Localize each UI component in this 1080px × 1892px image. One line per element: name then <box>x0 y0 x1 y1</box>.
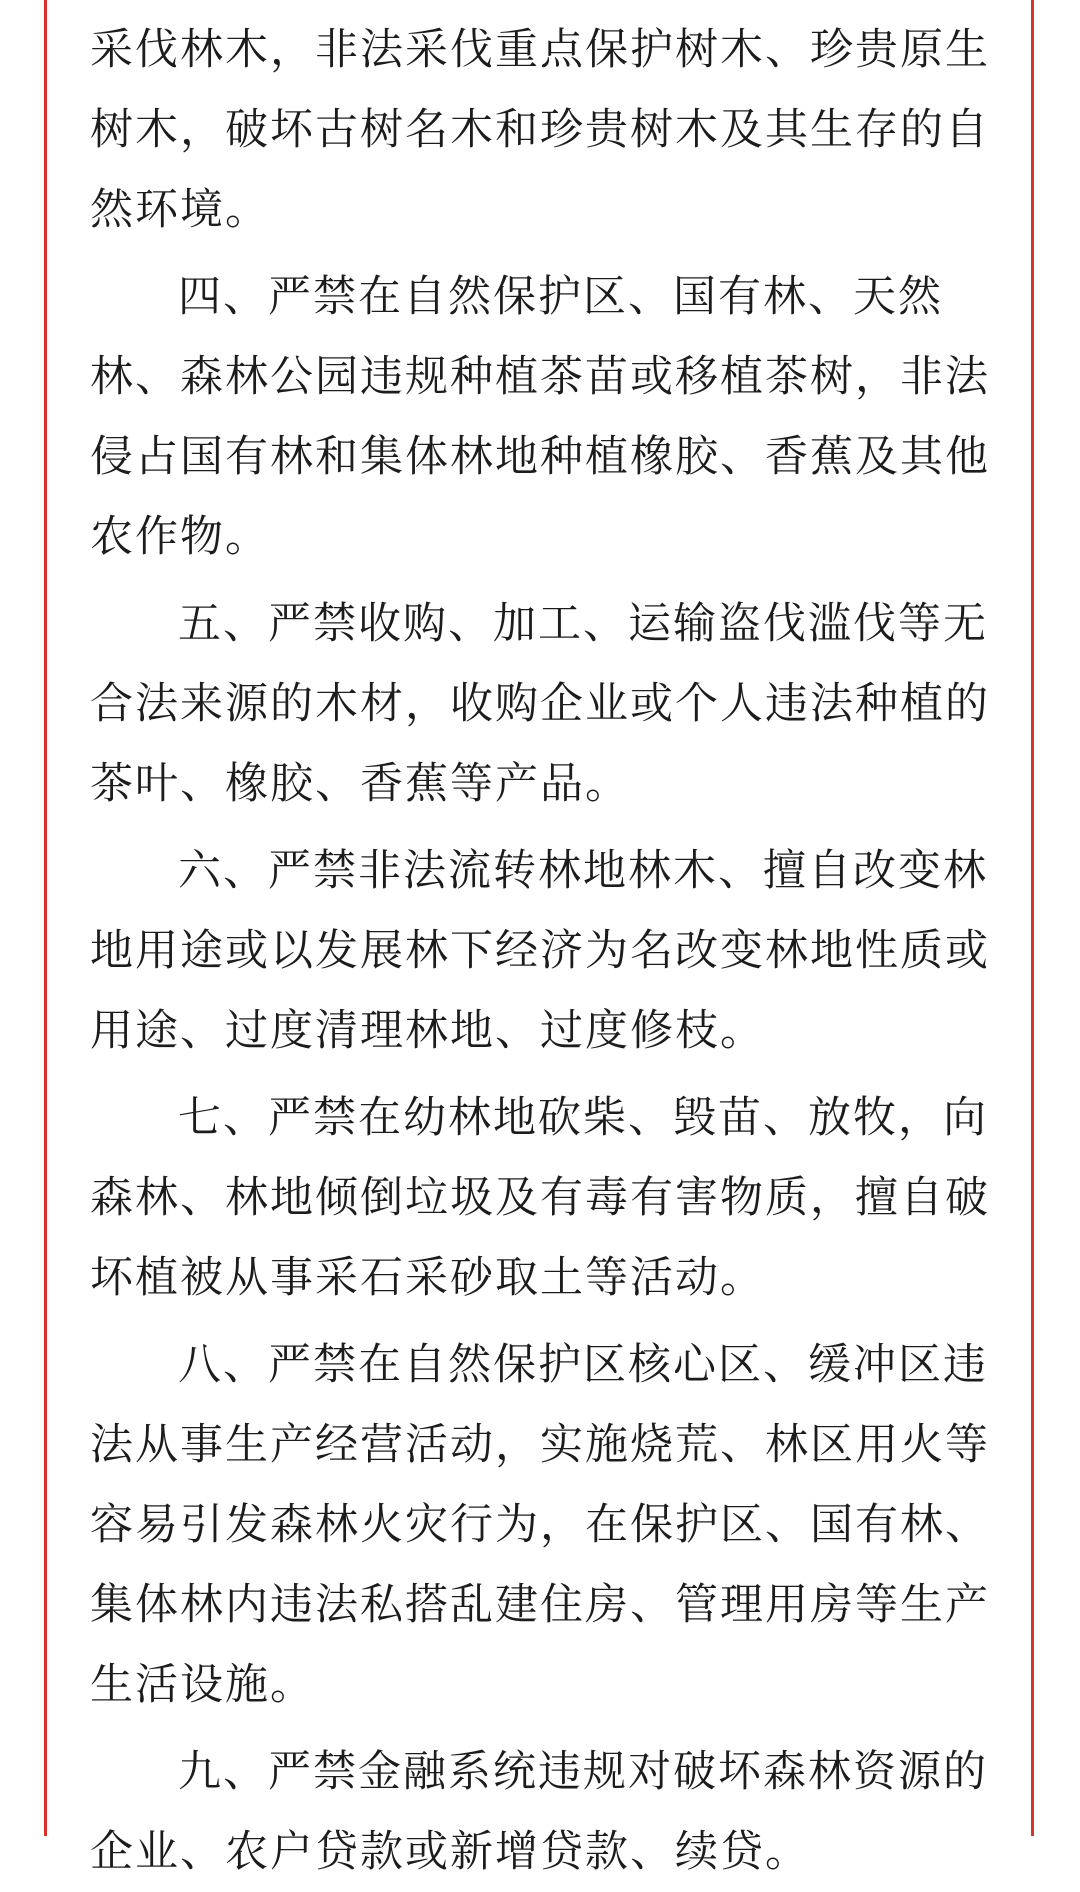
text-line: 森林、林地倾倒垃圾及有毒有害物质，擅自破 <box>90 1173 990 1223</box>
text-line: 树木，破坏古树名木和珍贵树木及其生存的自 <box>90 105 990 155</box>
text-line: 用途、过度清理林地、过度修枝。 <box>90 1006 765 1056</box>
paragraph-6 <box>90 831 990 1071</box>
text-line: 八、严禁在自然保护区核心区、缓冲区违 <box>178 1340 988 1390</box>
text-line: 七、严禁在幼林地砍柴、毁苗、放牧，向 <box>178 1093 988 1143</box>
paragraph-7 <box>90 1078 990 1318</box>
left-red-border <box>44 0 47 1836</box>
text-line: 企业、农户贷款或新增贷款、续贷。 <box>90 1827 810 1877</box>
text-line: 集体林内违法私搭乱建住房、管理用房等生产 <box>90 1580 990 1630</box>
text-line: 六、严禁非法流转林地林木、擅自改变林 <box>178 846 988 896</box>
paragraph-4 <box>90 257 990 577</box>
paragraph-5 <box>90 584 990 824</box>
paragraph-9 <box>90 1732 988 1892</box>
right-red-border <box>1031 0 1034 1836</box>
text-line: 茶叶、橡胶、香蕉等产品。 <box>90 759 630 809</box>
text-line: 四、严禁在自然保护区、国有林、天然 <box>178 272 943 322</box>
paragraph-3-continued <box>90 10 990 250</box>
text-line: 林、森林公园违规种植茶苗或移植茶树，非法 <box>90 352 990 402</box>
text-line: 侵占国有林和集体林地种植橡胶、香蕉及其他 <box>90 432 990 482</box>
text-line: 坏植被从事采石采砂取土等活动。 <box>90 1253 765 1303</box>
text-line: 采伐林木，非法采伐重点保护树木、珍贵原生 <box>90 25 990 75</box>
document-body <box>90 10 990 1892</box>
text-line: 合法来源的木材，收购企业或个人违法种植的 <box>90 679 990 729</box>
paragraph-8 <box>90 1325 990 1725</box>
text-line: 地用途或以发展林下经济为名改变林地性质或 <box>90 926 990 976</box>
text-line: 农作物。 <box>90 512 270 562</box>
text-line: 五、严禁收购、加工、运输盗伐滥伐等无 <box>178 599 988 649</box>
text-line: 法从事生产经营活动，实施烧荒、林区用火等 <box>90 1420 990 1470</box>
text-line: 然环境。 <box>90 185 270 235</box>
text-line: 容易引发森林火灾行为，在保护区、国有林、 <box>90 1500 990 1550</box>
text-line: 生活设施。 <box>90 1660 315 1710</box>
text-line: 九、严禁金融系统违规对破坏森林资源的 <box>178 1747 988 1797</box>
